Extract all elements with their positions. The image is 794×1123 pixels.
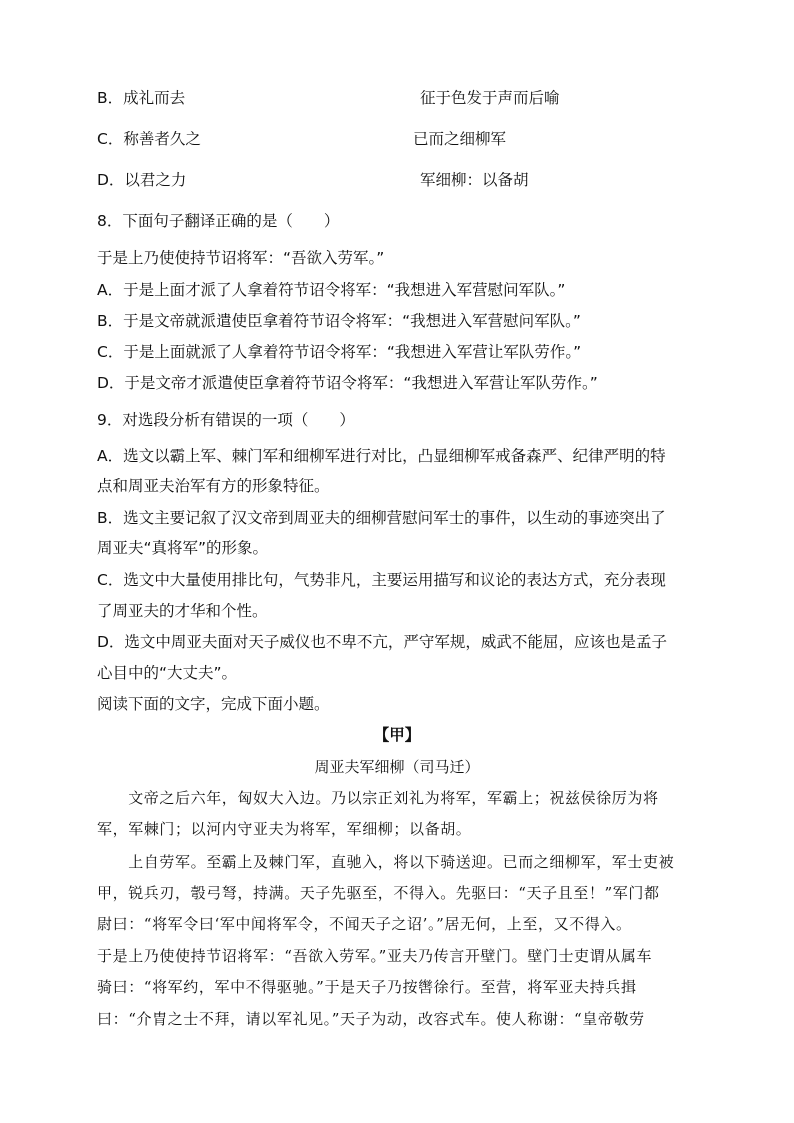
q7-option-c-left: C．称善者久之 <box>97 130 201 148</box>
q9-option-b-line1: B．选文主要记叙了汉文帝到周亚夫的细柳营慰问军士的事件，以生动的事迹突出了 <box>97 509 666 527</box>
q7-option-d <box>97 170 697 190</box>
passage-line: 骑曰：“将军约，军中不得驱驰。”于是天子乃按辔徐行。至营，将军亚夫持兵揖 <box>97 978 637 996</box>
q8-option-b: B．于是文帝就派遣使臣拿着符节诏令将军：“我想进入军营慰问军队。” <box>97 312 581 330</box>
q9-option-d-line1: D．选文中周亚夫面对天子威仪也不卑不亢，严守军规，威武不能屈，应该也是孟子 <box>97 633 667 651</box>
q9-option-a-line1: A．选文以霸上军、棘门军和细柳军进行对比，凸显细柳军戒备森严、纪律严明的特 <box>97 447 666 465</box>
passage-line: 甲，锐兵刃，彀弓弩，持满。天子先驱至，不得入。先驱曰：“天子且至！”军门都 <box>97 884 660 902</box>
q8-option-a: A．于是上面才派了人拿着符节诏令将军：“我想进入军营慰问军队。” <box>97 281 566 299</box>
q8-sentence: 于是上乃使使持节诏将军：“吾欲入劳军。” <box>97 249 385 267</box>
q9-option-a-line2: 点和周亚夫治军有方的形象特征。 <box>97 477 330 495</box>
q7-option-b-left: B．成礼而去 <box>97 89 186 107</box>
passage-line: 上自劳军。至霸上及棘门军，直驰入，将以下骑送迎。已而之细柳军，军士吏被 <box>97 853 675 871</box>
q8-option-d: D．于是文帝才派遣使臣拿着符节诏令将军：“我想进入军营让军队劳作。” <box>97 374 598 392</box>
passage-line: 军，军棘门；以河内守亚夫为将军，军细柳；以备胡。 <box>97 820 472 838</box>
q7-option-d-left: D．以君之力 <box>97 171 187 189</box>
q7-option-b <box>97 88 697 108</box>
passage-line: 文帝之后六年，匈奴大入边。乃以宗正刘礼为将军，军霸上；祝兹侯徐厉为将 <box>97 789 659 807</box>
q7-option-d-right: 军细柳：以备胡 <box>420 171 529 189</box>
q9-option-c-line2: 了周亚夫的才华和个性。 <box>97 602 268 620</box>
q9-stem: 9．对选段分析有错误的一项（ ） <box>97 411 355 429</box>
passage-line: 尉曰：“将军令曰‘军中闻将军令，不闻天子之诏’。”居无何，上至，又不得入。 <box>97 915 632 933</box>
passage-line: 于是上乃使使持节诏将军：“吾欲入劳军。”亚夫乃传言开壁门。壁门士吏谓从属车 <box>97 947 653 965</box>
passage-label: 【甲】 <box>373 726 421 744</box>
q9-option-d-line2: 心目中的“大丈夫”。 <box>97 664 238 682</box>
passage-line: 曰：“介胄之士不拜，请以军礼见。”天子为动，改容式车。使人称谢：“皇帝敬劳 <box>97 1010 645 1028</box>
q7-option-c-right: 已而之细柳军 <box>413 130 507 148</box>
reading-instruction: 阅读下面的文字，完成下面小题。 <box>97 695 330 713</box>
q8-option-c: C．于是上面就派了人拿着符节诏令将军：“我想进入军营让军队劳作。” <box>97 343 582 361</box>
passage-title: 周亚夫军细柳（司马迁） <box>314 758 480 776</box>
q7-option-c <box>97 129 697 149</box>
q9-option-b-line2: 周亚夫“真将军”的形象。 <box>97 539 269 557</box>
q8-stem: 8．下面句子翻译正确的是（ ） <box>97 212 340 230</box>
q7-option-b-right: 征于色发于声而后喻 <box>420 89 560 107</box>
q9-option-c-line1: C．选文中大量使用排比句，气势非凡，主要运用描写和议论的表达方式，充分表现 <box>97 571 666 589</box>
